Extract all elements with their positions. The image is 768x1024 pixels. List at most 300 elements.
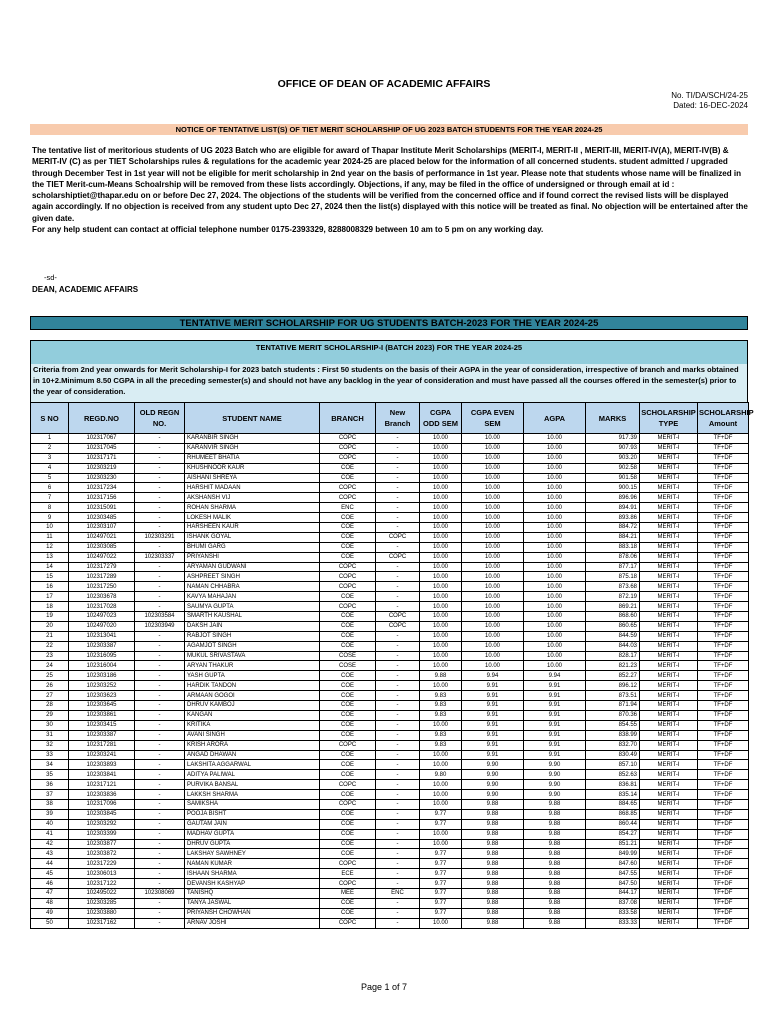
cell-cgpa-even: 9.88 xyxy=(462,918,524,928)
cell-branch: COE xyxy=(320,701,376,711)
cell-branch: COPC xyxy=(320,443,376,453)
table-row xyxy=(31,434,749,444)
cell-agpa: 10.00 xyxy=(524,592,586,602)
cell-scholarship-amount: TF+DF xyxy=(698,493,749,503)
table-row xyxy=(31,562,749,572)
table-header-row xyxy=(31,403,749,434)
cell-branch: COSE xyxy=(320,661,376,671)
cell-regd-no: 102315091 xyxy=(69,503,135,513)
cell-cgpa-even: 10.00 xyxy=(462,602,524,612)
cell-sno: 27 xyxy=(31,691,69,701)
col-header-scholarship-type: SCHOLARSHIP TYPE xyxy=(640,403,698,434)
cell-scholarship-amount: TF+DF xyxy=(698,532,749,542)
cell-agpa: 9.88 xyxy=(524,819,586,829)
cell-regd-no: 102303292 xyxy=(69,819,135,829)
cell-new-branch: - xyxy=(376,513,420,523)
cell-sno: 26 xyxy=(31,681,69,691)
cell-sno: 8 xyxy=(31,503,69,513)
cell-new-branch: - xyxy=(376,829,420,839)
cell-cgpa-odd: 10.00 xyxy=(420,790,462,800)
criteria-text: Criteria from 2nd year onwards for Merit Scholarship-I for 2023 batch students : First 50 students on the basis of their AGPA in the year of consideration, irrespective of branch and marks obtained in 10+2.Minimum 8.50 CGPA in all the preceding semester(s) and should not have any backlog in the year of consideration and must have passed all the courses offered in the semester(s) prior to the year of consideration. xyxy=(30,364,748,402)
cell-regd-no: 102317281 xyxy=(69,740,135,750)
cell-marks: 894.91 xyxy=(586,503,640,513)
cell-regd-no: 102303399 xyxy=(69,829,135,839)
cell-student-name: ADITYA PALIWAL xyxy=(185,770,320,780)
cell-new-branch: - xyxy=(376,770,420,780)
cell-agpa: 10.00 xyxy=(524,434,586,444)
cell-cgpa-odd: 10.00 xyxy=(420,760,462,770)
cell-cgpa-odd: 10.00 xyxy=(420,434,462,444)
cell-scholarship-type: MERIT-I xyxy=(640,770,698,780)
table-row xyxy=(31,849,749,859)
cell-new-branch: - xyxy=(376,710,420,720)
cell-student-name: KRISH ARORA xyxy=(185,740,320,750)
cell-marks: 833.58 xyxy=(586,908,640,918)
cell-scholarship-amount: TF+DF xyxy=(698,908,749,918)
cell-marks: 837.08 xyxy=(586,898,640,908)
cell-sno: 39 xyxy=(31,809,69,819)
cell-regd-no: 102303252 xyxy=(69,681,135,691)
cell-branch: COE xyxy=(320,809,376,819)
cell-agpa: 9.88 xyxy=(524,849,586,859)
cell-branch: COPC xyxy=(320,918,376,928)
cell-scholarship-amount: TF+DF xyxy=(698,621,749,631)
cell-cgpa-odd: 10.00 xyxy=(420,780,462,790)
cell-new-branch: - xyxy=(376,641,420,651)
cell-agpa: 9.91 xyxy=(524,701,586,711)
cell-agpa: 10.00 xyxy=(524,453,586,463)
cell-cgpa-odd: 10.00 xyxy=(420,503,462,513)
cell-agpa: 9.88 xyxy=(524,829,586,839)
cell-cgpa-odd: 9.77 xyxy=(420,819,462,829)
cell-cgpa-odd: 10.00 xyxy=(420,750,462,760)
cell-old-regn-no: - xyxy=(135,829,185,839)
cell-cgpa-even: 9.88 xyxy=(462,819,524,829)
cell-student-name: AVANI SINGH xyxy=(185,730,320,740)
cell-old-regn-no: - xyxy=(135,730,185,740)
cell-marks: 830.49 xyxy=(586,750,640,760)
cell-old-regn-no: - xyxy=(135,869,185,879)
cell-regd-no: 102313041 xyxy=(69,631,135,641)
cell-scholarship-type: MERIT-I xyxy=(640,493,698,503)
cell-regd-no: 102317229 xyxy=(69,859,135,869)
cell-marks: 835.14 xyxy=(586,790,640,800)
cell-cgpa-odd: 10.00 xyxy=(420,839,462,849)
cell-cgpa-odd: 10.00 xyxy=(420,473,462,483)
cell-branch: COE xyxy=(320,631,376,641)
cell-cgpa-odd: 10.00 xyxy=(420,602,462,612)
cell-new-branch: - xyxy=(376,671,420,681)
cell-old-regn-no: - xyxy=(135,463,185,473)
cell-cgpa-even: 10.00 xyxy=(462,483,524,493)
cell-agpa: 10.00 xyxy=(524,602,586,612)
cell-new-branch: - xyxy=(376,473,420,483)
cell-regd-no: 102303861 xyxy=(69,710,135,720)
cell-sno: 37 xyxy=(31,790,69,800)
cell-student-name: KARANBIR SINGH xyxy=(185,434,320,444)
cell-cgpa-even: 9.91 xyxy=(462,681,524,691)
cell-student-name: AGAMJOT SINGH xyxy=(185,641,320,651)
cell-student-name: PURVIKA BANSAL xyxy=(185,780,320,790)
cell-cgpa-odd: 10.00 xyxy=(420,720,462,730)
cell-scholarship-type: MERIT-I xyxy=(640,651,698,661)
cell-cgpa-even: 9.88 xyxy=(462,829,524,839)
cell-cgpa-even: 9.88 xyxy=(462,869,524,879)
cell-branch: COPC xyxy=(320,740,376,750)
cell-sno: 6 xyxy=(31,483,69,493)
table-row xyxy=(31,503,749,513)
cell-old-regn-no: - xyxy=(135,898,185,908)
cell-agpa: 10.00 xyxy=(524,572,586,582)
cell-scholarship-type: MERIT-I xyxy=(640,879,698,889)
cell-marks: 873.68 xyxy=(586,582,640,592)
cell-old-regn-no: - xyxy=(135,453,185,463)
cell-cgpa-odd: 10.00 xyxy=(420,483,462,493)
cell-new-branch: - xyxy=(376,879,420,889)
cell-old-regn-no: 102303337 xyxy=(135,552,185,562)
cell-new-branch: COPC xyxy=(376,532,420,542)
cell-new-branch: - xyxy=(376,562,420,572)
cell-new-branch: - xyxy=(376,443,420,453)
cell-regd-no: 102303872 xyxy=(69,849,135,859)
cell-old-regn-no: - xyxy=(135,760,185,770)
cell-scholarship-amount: TF+DF xyxy=(698,879,749,889)
cell-scholarship-type: MERIT-I xyxy=(640,790,698,800)
cell-old-regn-no: - xyxy=(135,562,185,572)
cell-old-regn-no: - xyxy=(135,780,185,790)
cell-cgpa-odd: 10.00 xyxy=(420,641,462,651)
cell-marks: 868.60 xyxy=(586,612,640,622)
cell-student-name: KAVYA MAHAJAN xyxy=(185,592,320,602)
cell-sno: 42 xyxy=(31,839,69,849)
body-paragraph: The tentative list of meritorious students of UG 2023 Batch who are eligible for award of Thapar Institute Merit Scholarships (MERIT-I, MERIT-II , MERIT-III, MERIT-IV(A), MERIT-IV(B) & MERIT-IV (C) as per TIET Scholarships rules & regulations for the academic year 2024-25 are placed below for the information of all concerned students. student admitted / upgraded through December Test in 1st year will not be eligible for merit scholarship in 2nd year on the basis of performance in 1st year. Please note that students whose name will be finalized in the TIET Merit-cum-Means Schoalrship will be removed from these lists accordingly. Objections, if any, may be filed in the office of undersigned or through email at id : scholarshiptiet@thapar.edu on or before Dec 27, 2024. The objections of the students will be verified from the concerned office and if found correct the revised lists will be displayed again accordingly. If no objection is received from any student upto Dec 27, 2024 then the list(s) displayed with this notice will be treated as final. No objection will be entertained after the given date. xyxy=(32,146,748,223)
table-row xyxy=(31,691,749,701)
col-header-agpa: AGPA xyxy=(524,403,586,434)
cell-cgpa-even: 10.00 xyxy=(462,532,524,542)
cell-cgpa-odd: 10.00 xyxy=(420,799,462,809)
table-row xyxy=(31,819,749,829)
cell-agpa: 10.00 xyxy=(524,651,586,661)
cell-sno: 29 xyxy=(31,710,69,720)
table-row xyxy=(31,473,749,483)
cell-sno: 18 xyxy=(31,602,69,612)
cell-agpa: 9.88 xyxy=(524,879,586,889)
cell-scholarship-type: MERIT-I xyxy=(640,681,698,691)
cell-scholarship-amount: TF+DF xyxy=(698,740,749,750)
table-row xyxy=(31,809,749,819)
cell-student-name: MUKUL SRIVASTAVA xyxy=(185,651,320,661)
cell-scholarship-amount: TF+DF xyxy=(698,859,749,869)
cell-marks: 878.06 xyxy=(586,552,640,562)
cell-new-branch: - xyxy=(376,661,420,671)
cell-sno: 38 xyxy=(31,799,69,809)
table-row xyxy=(31,621,749,631)
cell-marks: 844.03 xyxy=(586,641,640,651)
cell-new-branch: - xyxy=(376,453,420,463)
cell-sno: 17 xyxy=(31,592,69,602)
cell-cgpa-even: 10.00 xyxy=(462,443,524,453)
cell-marks: 821.23 xyxy=(586,661,640,671)
cell-new-branch: - xyxy=(376,790,420,800)
cell-regd-no: 102303241 xyxy=(69,750,135,760)
table-row xyxy=(31,750,749,760)
cell-regd-no: 102495022 xyxy=(69,888,135,898)
cell-cgpa-odd: 9.77 xyxy=(420,869,462,879)
cell-cgpa-odd: 9.83 xyxy=(420,710,462,720)
cell-regd-no: 102317250 xyxy=(69,582,135,592)
cell-new-branch: - xyxy=(376,503,420,513)
cell-sno: 13 xyxy=(31,552,69,562)
cell-sno: 45 xyxy=(31,869,69,879)
cell-marks: 857.10 xyxy=(586,760,640,770)
cell-marks: 896.96 xyxy=(586,493,640,503)
cell-scholarship-amount: TF+DF xyxy=(698,671,749,681)
cell-new-branch: - xyxy=(376,542,420,552)
cell-branch: COE xyxy=(320,612,376,622)
cell-regd-no: 102317171 xyxy=(69,453,135,463)
cell-branch: COPC xyxy=(320,799,376,809)
cell-old-regn-no: - xyxy=(135,809,185,819)
cell-sno: 43 xyxy=(31,849,69,859)
cell-new-branch: - xyxy=(376,592,420,602)
cell-cgpa-even: 10.00 xyxy=(462,503,524,513)
cell-new-branch: - xyxy=(376,849,420,859)
cell-student-name: ARNAV JOSHI xyxy=(185,918,320,928)
cell-cgpa-odd: 10.00 xyxy=(420,918,462,928)
cell-old-regn-no: - xyxy=(135,740,185,750)
cell-old-regn-no: - xyxy=(135,602,185,612)
cell-marks: 877.17 xyxy=(586,562,640,572)
cell-marks: 851.21 xyxy=(586,839,640,849)
cell-cgpa-odd: 10.00 xyxy=(420,651,462,661)
cell-cgpa-odd: 10.00 xyxy=(420,572,462,582)
cell-branch: COE xyxy=(320,542,376,552)
section-title: TENTATIVE MERIT SCHOLARSHIP FOR UG STUDENTS BATCH-2023 FOR THE YEAR 2024-25 xyxy=(30,316,748,330)
cell-branch: COPC xyxy=(320,859,376,869)
cell-cgpa-even: 10.00 xyxy=(462,493,524,503)
cell-marks: 844.59 xyxy=(586,631,640,641)
table-row xyxy=(31,701,749,711)
cell-branch: COE xyxy=(320,790,376,800)
table-row xyxy=(31,790,749,800)
cell-cgpa-odd: 10.00 xyxy=(420,523,462,533)
cell-cgpa-odd: 9.80 xyxy=(420,770,462,780)
cell-branch: COE xyxy=(320,532,376,542)
cell-branch: COSE xyxy=(320,651,376,661)
cell-scholarship-amount: TF+DF xyxy=(698,898,749,908)
cell-student-name: LOKESH MALIK xyxy=(185,513,320,523)
cell-old-regn-no: - xyxy=(135,671,185,681)
cell-regd-no: 102317279 xyxy=(69,562,135,572)
cell-scholarship-type: MERIT-I xyxy=(640,819,698,829)
table-row xyxy=(31,888,749,898)
cell-regd-no: 102317067 xyxy=(69,434,135,444)
cell-marks: 883.18 xyxy=(586,542,640,552)
cell-regd-no: 102303678 xyxy=(69,592,135,602)
cell-scholarship-amount: TF+DF xyxy=(698,760,749,770)
cell-new-branch: - xyxy=(376,631,420,641)
cell-branch: COE xyxy=(320,513,376,523)
cell-old-regn-no: 102308069 xyxy=(135,888,185,898)
office-title: OFFICE OF DEAN OF ACADEMIC AFFAIRS xyxy=(277,78,491,90)
cell-scholarship-amount: TF+DF xyxy=(698,523,749,533)
cell-agpa: 9.90 xyxy=(524,790,586,800)
cell-old-regn-no: - xyxy=(135,582,185,592)
cell-agpa: 10.00 xyxy=(524,503,586,513)
cell-new-branch: - xyxy=(376,869,420,879)
cell-scholarship-type: MERIT-I xyxy=(640,483,698,493)
cell-agpa: 9.91 xyxy=(524,681,586,691)
table-row xyxy=(31,671,749,681)
cell-cgpa-odd: 10.00 xyxy=(420,513,462,523)
cell-sno: 41 xyxy=(31,829,69,839)
cell-old-regn-no: - xyxy=(135,572,185,582)
cell-scholarship-amount: TF+DF xyxy=(698,710,749,720)
cell-student-name: AISHANI SHREYA xyxy=(185,473,320,483)
cell-agpa: 9.94 xyxy=(524,671,586,681)
cell-student-name: RHUMEET BHATIA xyxy=(185,453,320,463)
cell-marks: 833.33 xyxy=(586,918,640,928)
cell-agpa: 10.00 xyxy=(524,582,586,592)
cell-scholarship-type: MERIT-I xyxy=(640,898,698,908)
cell-student-name: NAMAN KUMAR xyxy=(185,859,320,869)
cell-branch: COE xyxy=(320,523,376,533)
cell-regd-no: 102303880 xyxy=(69,908,135,918)
cell-student-name: GAUTAM JAIN xyxy=(185,819,320,829)
table-row xyxy=(31,918,749,928)
cell-cgpa-even: 10.00 xyxy=(462,592,524,602)
cell-marks: 836.81 xyxy=(586,780,640,790)
table-row xyxy=(31,869,749,879)
cell-old-regn-no: - xyxy=(135,503,185,513)
cell-branch: COE xyxy=(320,720,376,730)
cell-student-name: RABJOT SINGH xyxy=(185,631,320,641)
cell-branch: COE xyxy=(320,730,376,740)
cell-cgpa-even: 9.88 xyxy=(462,888,524,898)
cell-scholarship-amount: TF+DF xyxy=(698,513,749,523)
cell-scholarship-type: MERIT-I xyxy=(640,602,698,612)
cell-new-branch: - xyxy=(376,602,420,612)
cell-agpa: 9.91 xyxy=(524,750,586,760)
cell-scholarship-type: MERIT-I xyxy=(640,513,698,523)
cell-branch: COPC xyxy=(320,453,376,463)
cell-scholarship-amount: TF+DF xyxy=(698,503,749,513)
table-row xyxy=(31,641,749,651)
table-row xyxy=(31,523,749,533)
cell-cgpa-even: 10.00 xyxy=(462,661,524,671)
cell-cgpa-odd: 10.00 xyxy=(420,552,462,562)
cell-branch: COPC xyxy=(320,493,376,503)
cell-sno: 10 xyxy=(31,523,69,533)
cell-marks: 893.86 xyxy=(586,513,640,523)
cell-old-regn-no: - xyxy=(135,691,185,701)
cell-cgpa-odd: 10.00 xyxy=(420,621,462,631)
cell-sno: 16 xyxy=(31,582,69,592)
cell-sno: 35 xyxy=(31,770,69,780)
cell-scholarship-amount: TF+DF xyxy=(698,582,749,592)
cell-sno: 11 xyxy=(31,532,69,542)
cell-cgpa-even: 9.88 xyxy=(462,859,524,869)
cell-student-name: SAMIKSHA xyxy=(185,799,320,809)
cell-scholarship-type: MERIT-I xyxy=(640,463,698,473)
table-row xyxy=(31,799,749,809)
cell-scholarship-amount: TF+DF xyxy=(698,612,749,622)
cell-agpa: 10.00 xyxy=(524,641,586,651)
cell-regd-no: 102303877 xyxy=(69,839,135,849)
cell-agpa: 9.90 xyxy=(524,770,586,780)
cell-sno: 46 xyxy=(31,879,69,889)
cell-scholarship-amount: TF+DF xyxy=(698,434,749,444)
table-row xyxy=(31,770,749,780)
cell-sno: 47 xyxy=(31,888,69,898)
cell-marks: 907.93 xyxy=(586,443,640,453)
cell-branch: COE xyxy=(320,691,376,701)
cell-cgpa-even: 10.00 xyxy=(462,513,524,523)
cell-scholarship-amount: TF+DF xyxy=(698,661,749,671)
cell-old-regn-no: - xyxy=(135,859,185,869)
cell-sno: 3 xyxy=(31,453,69,463)
table-row xyxy=(31,730,749,740)
cell-cgpa-even: 10.00 xyxy=(462,631,524,641)
cell-new-branch: - xyxy=(376,493,420,503)
cell-scholarship-amount: TF+DF xyxy=(698,681,749,691)
cell-cgpa-even: 9.90 xyxy=(462,770,524,780)
table-row xyxy=(31,740,749,750)
cell-cgpa-even: 9.91 xyxy=(462,750,524,760)
cell-branch: COE xyxy=(320,473,376,483)
cell-regd-no: 102497021 xyxy=(69,532,135,542)
cell-scholarship-type: MERIT-I xyxy=(640,918,698,928)
cell-sno: 12 xyxy=(31,542,69,552)
cell-regd-no: 102303085 xyxy=(69,542,135,552)
cell-scholarship-amount: TF+DF xyxy=(698,918,749,928)
cell-regd-no: 102316095 xyxy=(69,651,135,661)
cell-new-branch: - xyxy=(376,740,420,750)
cell-cgpa-even: 9.88 xyxy=(462,799,524,809)
col-header-regd-no: REGD.NO xyxy=(69,403,135,434)
cell-regd-no: 102306013 xyxy=(69,869,135,879)
cell-old-regn-no: - xyxy=(135,513,185,523)
cell-scholarship-type: MERIT-I xyxy=(640,532,698,542)
cell-scholarship-amount: TF+DF xyxy=(698,572,749,582)
cell-student-name: NAMAN CHHABRA xyxy=(185,582,320,592)
cell-cgpa-odd: 10.00 xyxy=(420,562,462,572)
cell-scholarship-type: MERIT-I xyxy=(640,443,698,453)
cell-sno: 49 xyxy=(31,908,69,918)
cell-marks: 884.21 xyxy=(586,532,640,542)
cell-cgpa-even: 10.00 xyxy=(462,641,524,651)
cell-regd-no: 102303230 xyxy=(69,473,135,483)
cell-regd-no: 102303285 xyxy=(69,898,135,908)
cell-student-name: LAKKSH SHARMA xyxy=(185,790,320,800)
cell-student-name: SMARTH KAUSHAL xyxy=(185,612,320,622)
cell-regd-no: 102317234 xyxy=(69,483,135,493)
cell-old-regn-no: - xyxy=(135,542,185,552)
cell-old-regn-no: - xyxy=(135,770,185,780)
cell-branch: COE xyxy=(320,849,376,859)
cell-new-branch: - xyxy=(376,434,420,444)
cell-regd-no: 102317289 xyxy=(69,572,135,582)
cell-agpa: 10.00 xyxy=(524,493,586,503)
cell-agpa: 10.00 xyxy=(524,552,586,562)
cell-branch: COE xyxy=(320,641,376,651)
col-header-cgpa-odd: CGPA ODD SEM xyxy=(420,403,462,434)
cell-branch: COPC xyxy=(320,562,376,572)
cell-regd-no: 102303186 xyxy=(69,671,135,681)
cell-cgpa-even: 10.00 xyxy=(462,463,524,473)
cell-agpa: 10.00 xyxy=(524,463,586,473)
cell-cgpa-odd: 10.00 xyxy=(420,582,462,592)
